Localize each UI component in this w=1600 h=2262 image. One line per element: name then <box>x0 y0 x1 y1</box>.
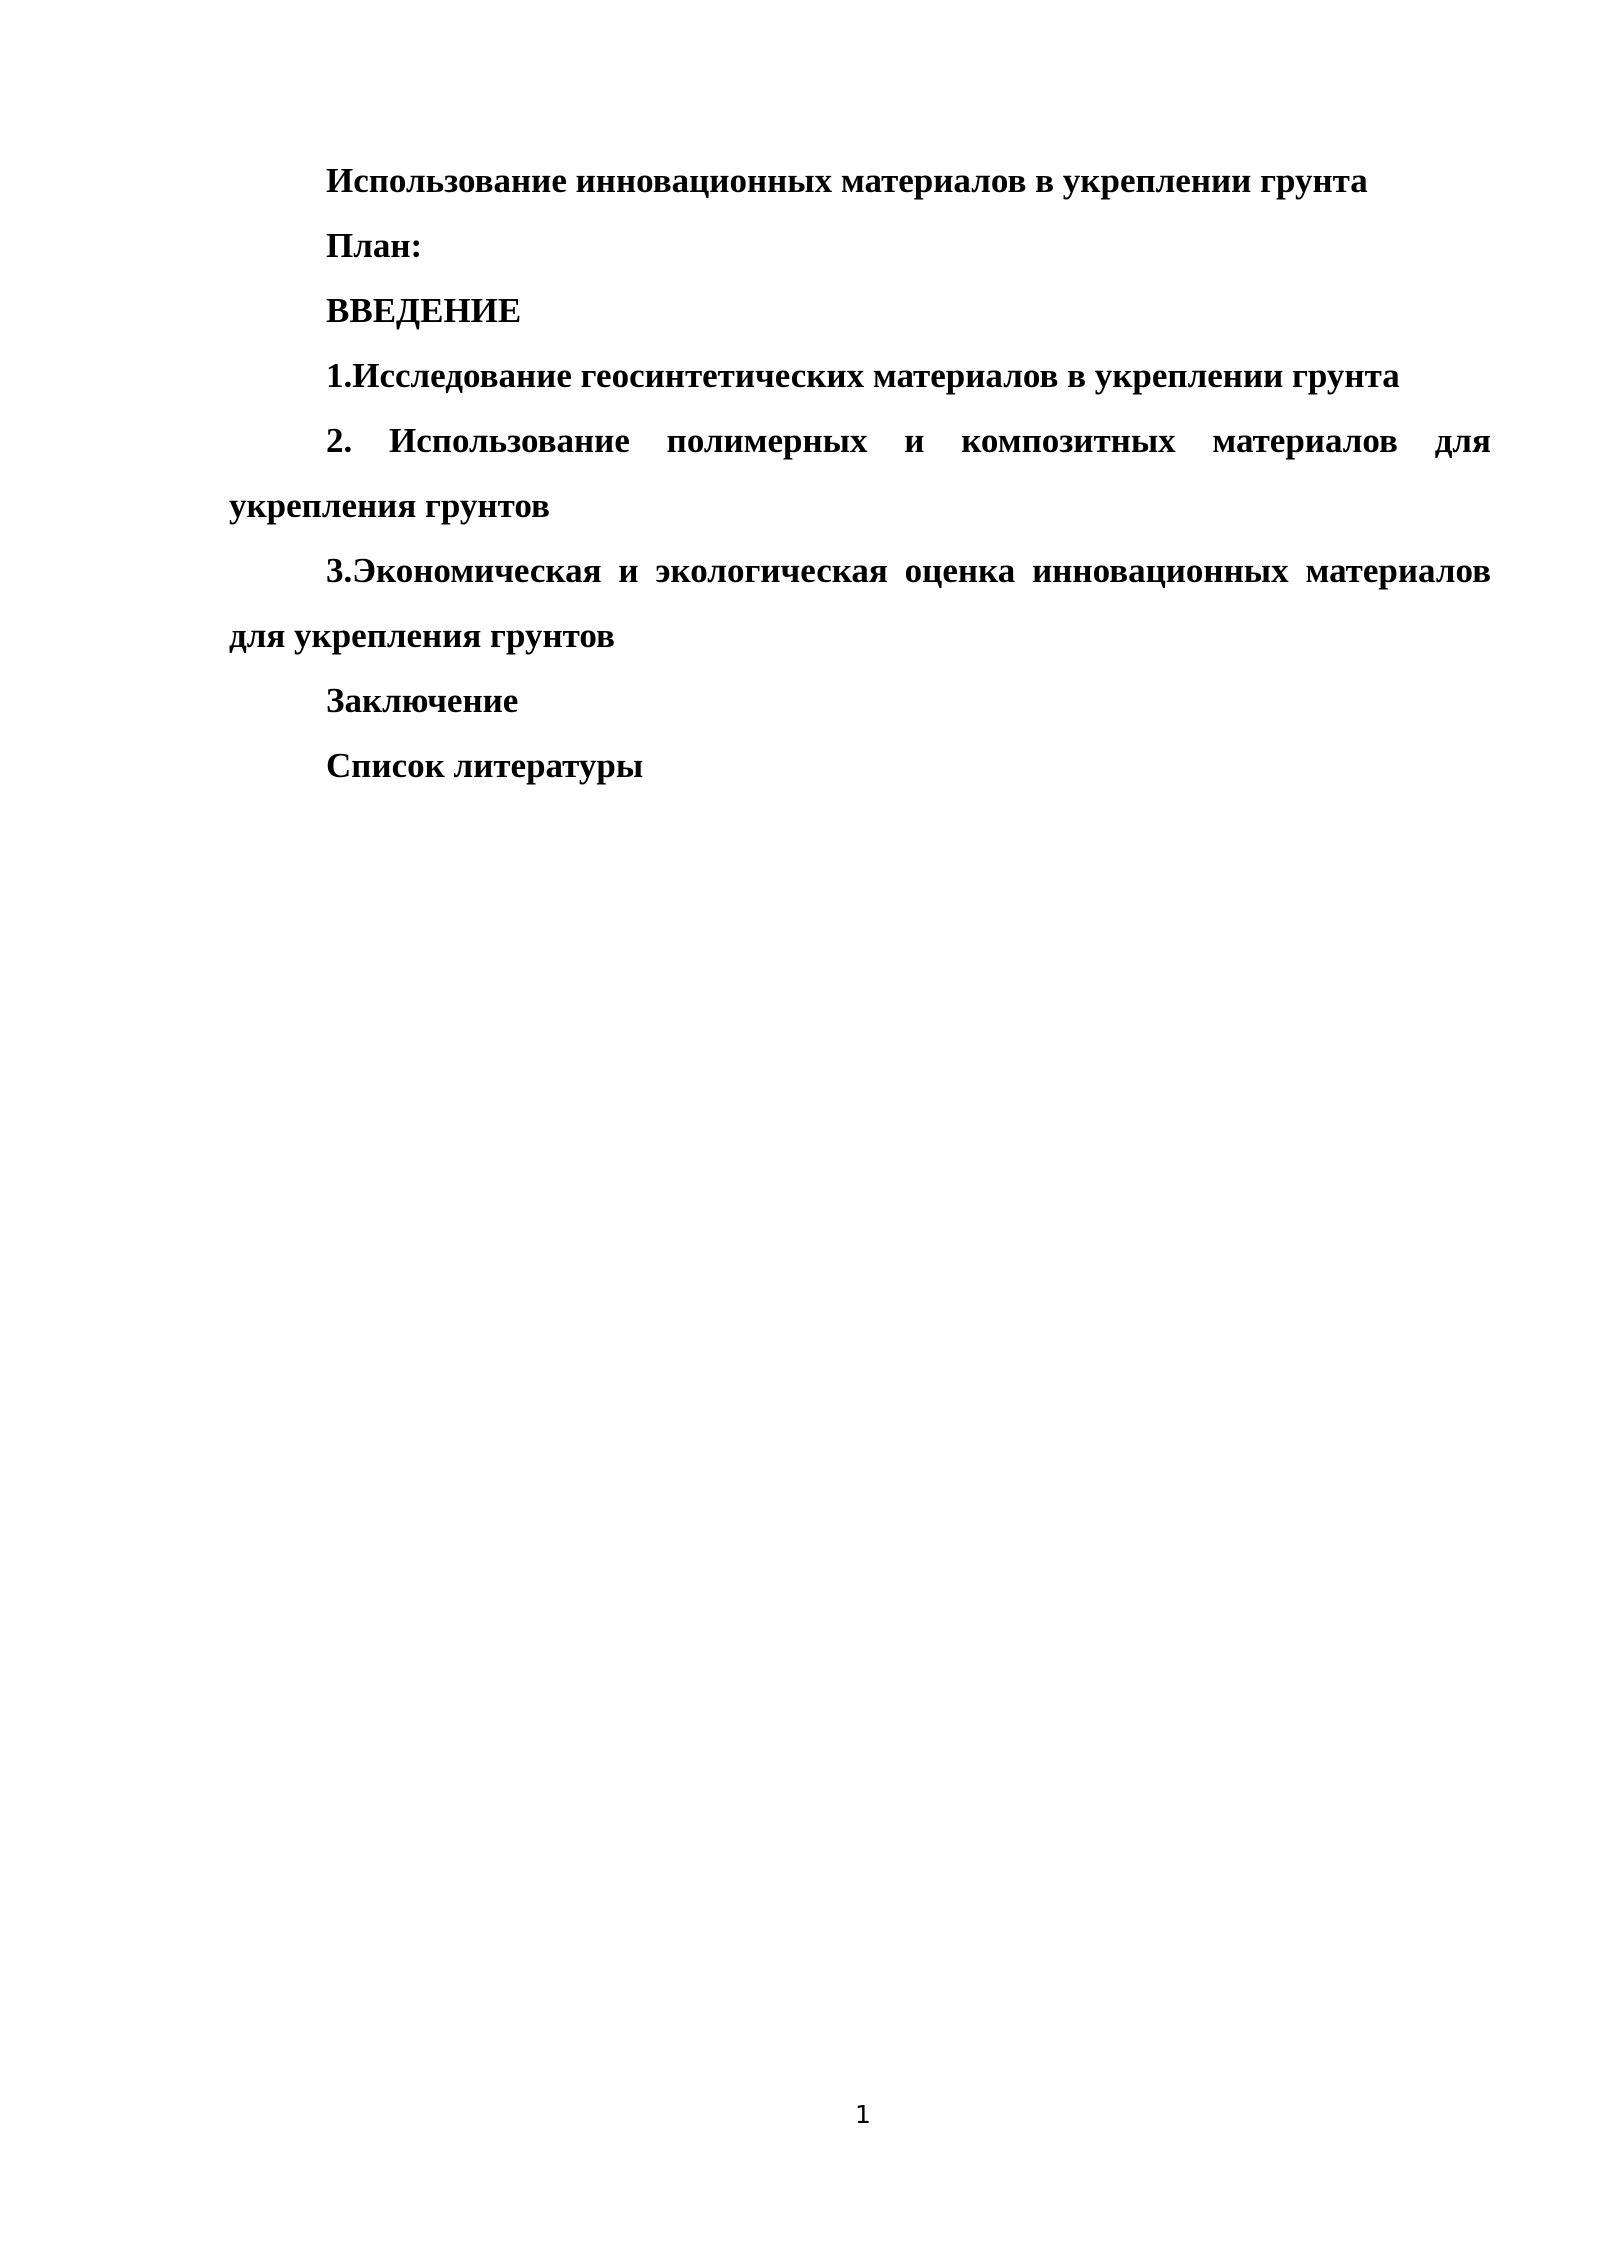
plan-item-conclusion: Заключение <box>326 681 519 720</box>
document-title: Использование инновационных материалов в укреплении грунта <box>326 161 1368 200</box>
plan-item-introduction: ВВЕДЕНИЕ <box>326 291 522 330</box>
plan-item-3: 3.Экономическая и экологическая оценка инновационных материалов для укрепления грунтов <box>229 551 1491 655</box>
plan-item-2: 2. Использование полимерных и композитных материалов для укрепления грунтов <box>229 421 1491 525</box>
page-number: 1 <box>855 2100 871 2129</box>
document-body <box>229 148 1491 798</box>
plan-item-references: Список литературы <box>326 746 644 785</box>
plan-item-1: 1.Исследование геосинтетических материалов в укреплении грунта <box>326 356 1400 395</box>
plan-label: План: <box>326 226 423 265</box>
